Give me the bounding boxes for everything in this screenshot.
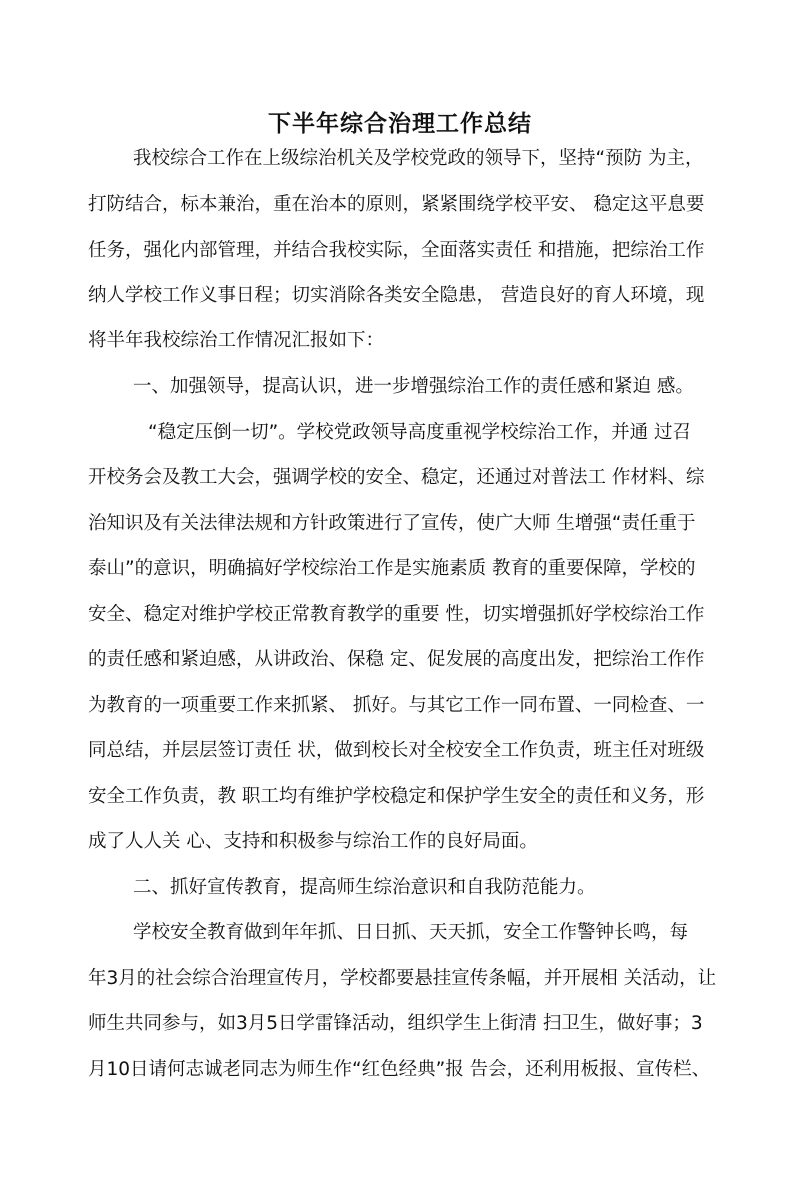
paragraph-line: 我校综合工作在上级综治机关及学校党政的领导下，坚持“预防 为主，	[133, 148, 704, 169]
section-heading: 二、抓好宣传教育，提高师生综治意识和自我防范能力。	[133, 877, 596, 898]
paragraph-line: 的责任感和紧迫感，从讲政治、保稳 定、促发展的高度出发，把综治工作作	[88, 649, 705, 670]
paragraph-line: “稳定压倒一切”。学校党政领导高度重视学校综治工作，并通 过召	[148, 422, 692, 443]
paragraph-line: 将半年我校综治工作情况汇报如下：	[88, 330, 385, 351]
paragraph-line: 纳人学校工作义事日程；切实消除各类安全隐患， 营造良好的育人环境，现	[88, 285, 705, 306]
paragraph-line: 学校安全教育做到年年抓、日日抓、天天抓，安全工作警钟长鸣，每	[133, 922, 689, 943]
paragraph-line: 同总结，并层层签订责任 状，做到校长对全校安全工作负责，班主任对班级	[88, 740, 705, 761]
paragraph-line: 开校务会及教工大会，强调学校的安全、稳定，还通过对普法工 作材料、综	[88, 467, 705, 488]
paragraph-line: 为教育的一项重要工作来抓紧、 抓好。与其它工作一同布置、一同检查、一	[88, 695, 705, 716]
paragraph-line: 治知识及有关法律法规和方针政策进行了宣传，使广大师 生增强“责任重于	[88, 513, 696, 534]
paragraph-line: 成了人人关 心、支持和积极参与综治工作的良好局面。	[88, 831, 538, 852]
section-heading: 一、加强领导，提高认识，进一步增强综治工作的责任感和紧迫 感。	[133, 376, 694, 397]
paragraph-line: 月10日请何志诚老同志为师生作“红色经典”报 告会，还利用板报、宣传栏、	[88, 1059, 711, 1080]
paragraph-line: 安全工作负责，教 职工均有维护学校稳定和保护学生安全的责任和义务，形	[88, 786, 705, 807]
paragraph-line: 年3月的社会综合治理宣传月，学校都要悬挂宣传条幅，并开展相 关活动，让	[88, 968, 717, 989]
paragraph-line: 泰山”的意识，明确搞好学校综治工作是实施素质 教育的重要保障，学校的	[88, 558, 696, 579]
paragraph-line: 安全、稳定对维护学校正常教育教学的重要 性，切实增强抓好学校综治工作	[88, 604, 705, 625]
paragraph-line: 师生共同参与，如3月5日学雷锋活动，组织学生上街清 扫卫生，做好事；3	[88, 1013, 703, 1034]
document-title: 下半年综合治理工作总结	[268, 111, 532, 138]
paragraph-line: 任务，强化内部管理，并结合我校实际，全面落实责任 和措施，把综治工作	[88, 240, 705, 261]
paragraph-line: 打防结合，标本兼治，重在治本的原则，紧紧围绕学校平安、 稳定这平息要	[88, 194, 705, 215]
